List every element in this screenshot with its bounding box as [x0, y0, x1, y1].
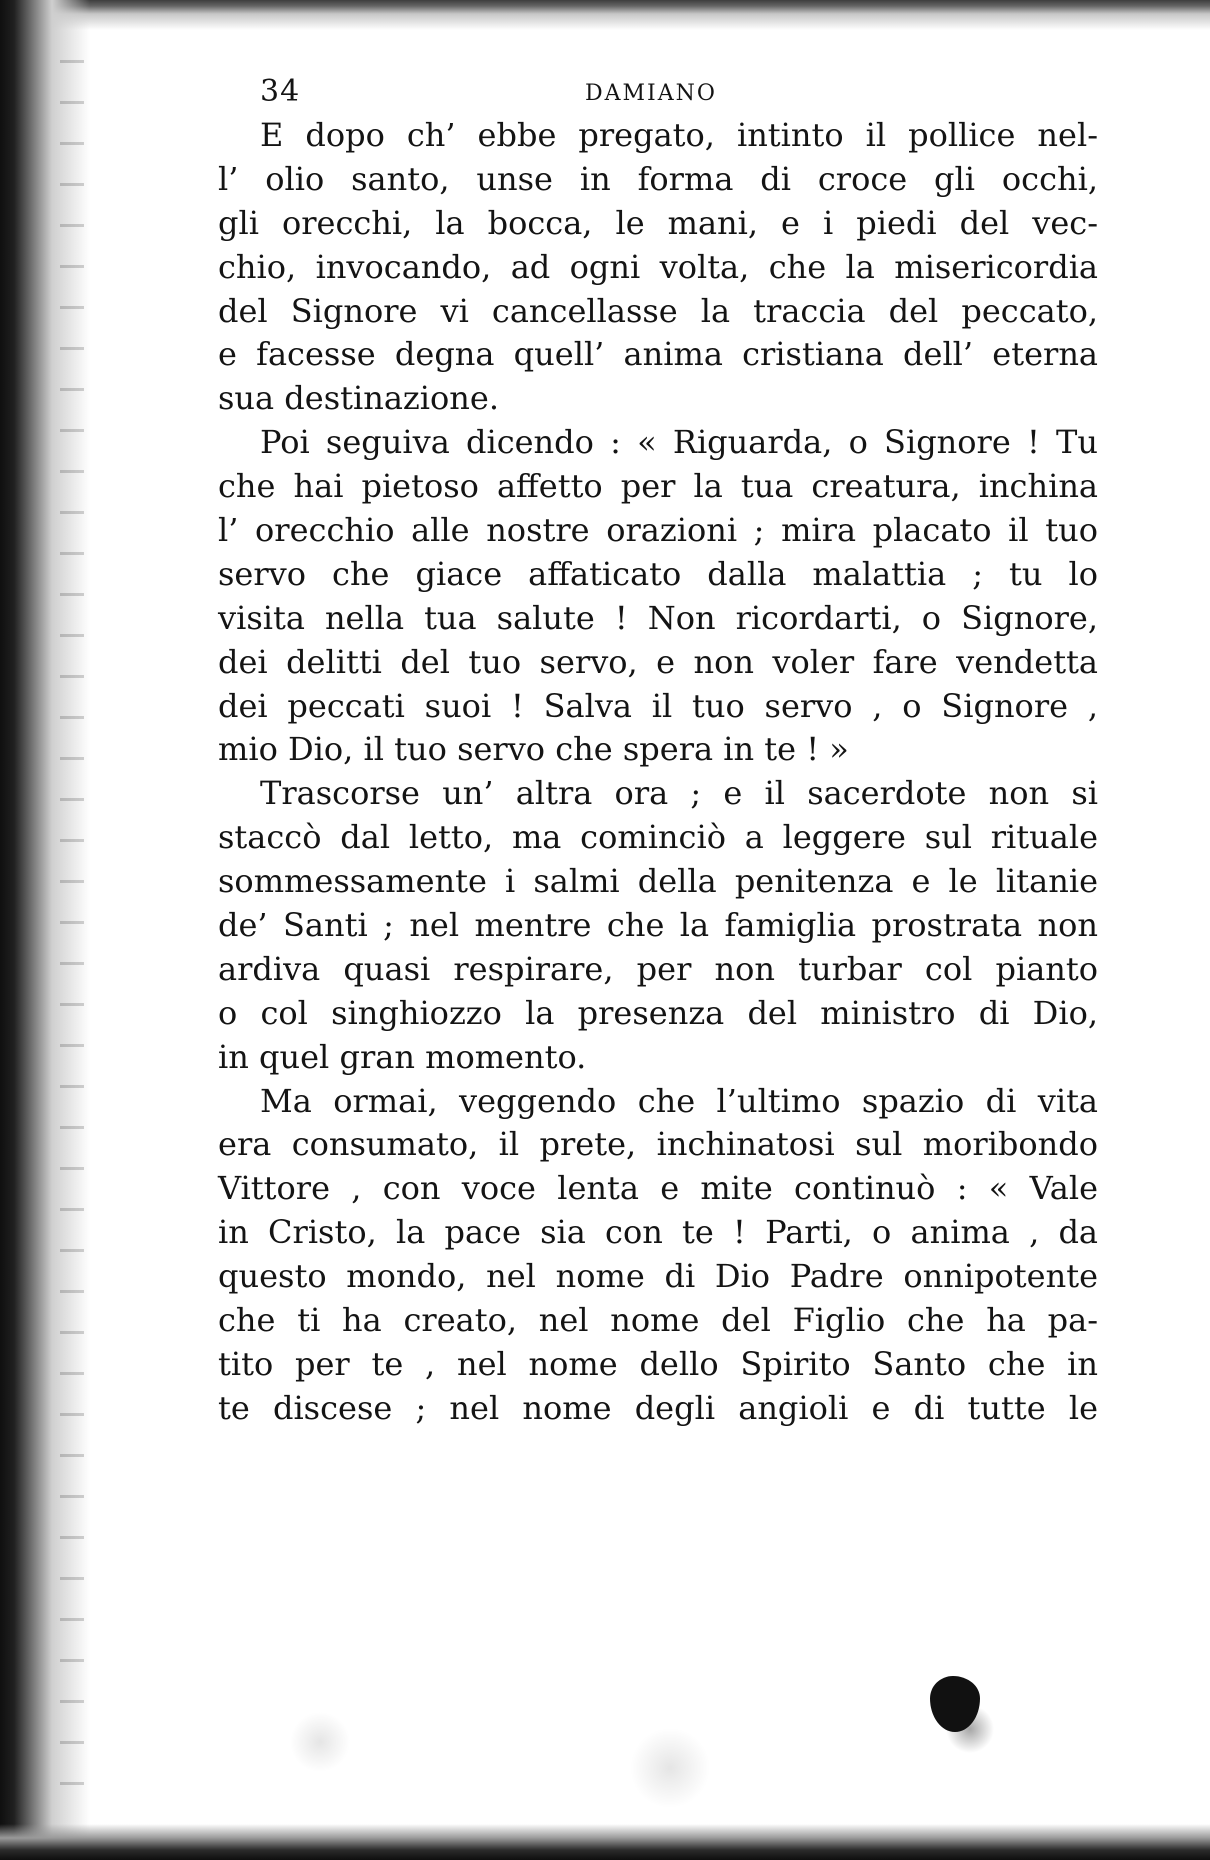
text-line: l’ olio santo, unse in forma di croce gli occhi,: [218, 159, 1098, 198]
text-line: visita nella tua salute ! Non ricordarti, o Signore,: [218, 598, 1098, 637]
text-line: che ti ha creato, nel nome del Figlio che ha pa-: [218, 1301, 1098, 1340]
text-line: mio Dio, il tuo servo che spera in te ! »: [218, 730, 849, 769]
text-line: chio, invocando, ad ogni volta, che la misericordia: [218, 247, 1098, 286]
text-line: era consumato, il prete, inchinatosi sul moribondo: [218, 1125, 1098, 1164]
text-line: Trascorse un’ altra ora ; e il sacerdote non si: [260, 774, 1098, 813]
text-line: dei peccati suoi ! Salva il tuo servo , o Signore ,: [218, 686, 1098, 725]
text-line: te discese ; nel nome degli angioli e di tutte le: [218, 1388, 1098, 1427]
text-line: servo che giace affaticato dalla malattia ; tu lo: [218, 554, 1098, 593]
text-line: o col singhiozzo la presenza del ministro di Dio,: [218, 993, 1098, 1032]
body-text: [218, 114, 1098, 1431]
text-line: dei delitti del tuo servo, e non voler fare vendetta: [218, 642, 1098, 681]
text-line: tito per te , nel nome dello Spirito Santo che in: [218, 1344, 1098, 1383]
text-line: l’ orecchio alle nostre orazioni ; mira placato il tuo: [218, 511, 1098, 550]
page-header: [260, 70, 1100, 114]
text-line: de’ Santi ; nel mentre che la famiglia prostrata non: [218, 906, 1098, 945]
text-line: Ma ormai, veggendo che l’ultimo spazio di vita: [260, 1081, 1098, 1120]
scan-edge-top: [0, 0, 1210, 30]
text-line: Vittore , con voce lenta e mite continuò : « Vale: [218, 1169, 1098, 1208]
text-line: che hai pietoso affetto per la tua creatura, inchina: [218, 467, 1098, 506]
scan-binding-streaks: [60, 60, 84, 1800]
text-line: staccò dal letto, ma cominciò a leggere sul rituale: [218, 818, 1098, 857]
scan-edge-bottom: [0, 1824, 1210, 1860]
running-title: DAMIANO: [585, 81, 717, 106]
text-line: e facesse degna quell’ anima cristiana dell’ eterna: [218, 335, 1098, 374]
text-line: sommessamente i salmi della penitenza e le litanie: [218, 862, 1098, 901]
text-line: in Cristo, la pace sia con te ! Parti, o anima , da: [218, 1213, 1098, 1252]
text-line: questo mondo, nel nome di Dio Padre onnipotente: [218, 1257, 1098, 1296]
text-line: gli orecchi, la bocca, le mani, e i piedi del vec-: [218, 203, 1098, 242]
text-line: ardiva quasi respirare, per non turbar col pianto: [218, 949, 1098, 988]
text-line: sua destinazione.: [218, 379, 499, 418]
text-line: Poi seguiva dicendo : « Riguarda, o Signore ! Tu: [260, 423, 1098, 462]
text-line: E dopo ch’ ebbe pregato, intinto il pollice nel-: [260, 116, 1098, 154]
text-line: del Signore vi cancellasse la traccia del peccato,: [218, 291, 1098, 330]
text-line: in quel gran momento.: [218, 1037, 587, 1076]
page-number: 34: [260, 74, 301, 109]
